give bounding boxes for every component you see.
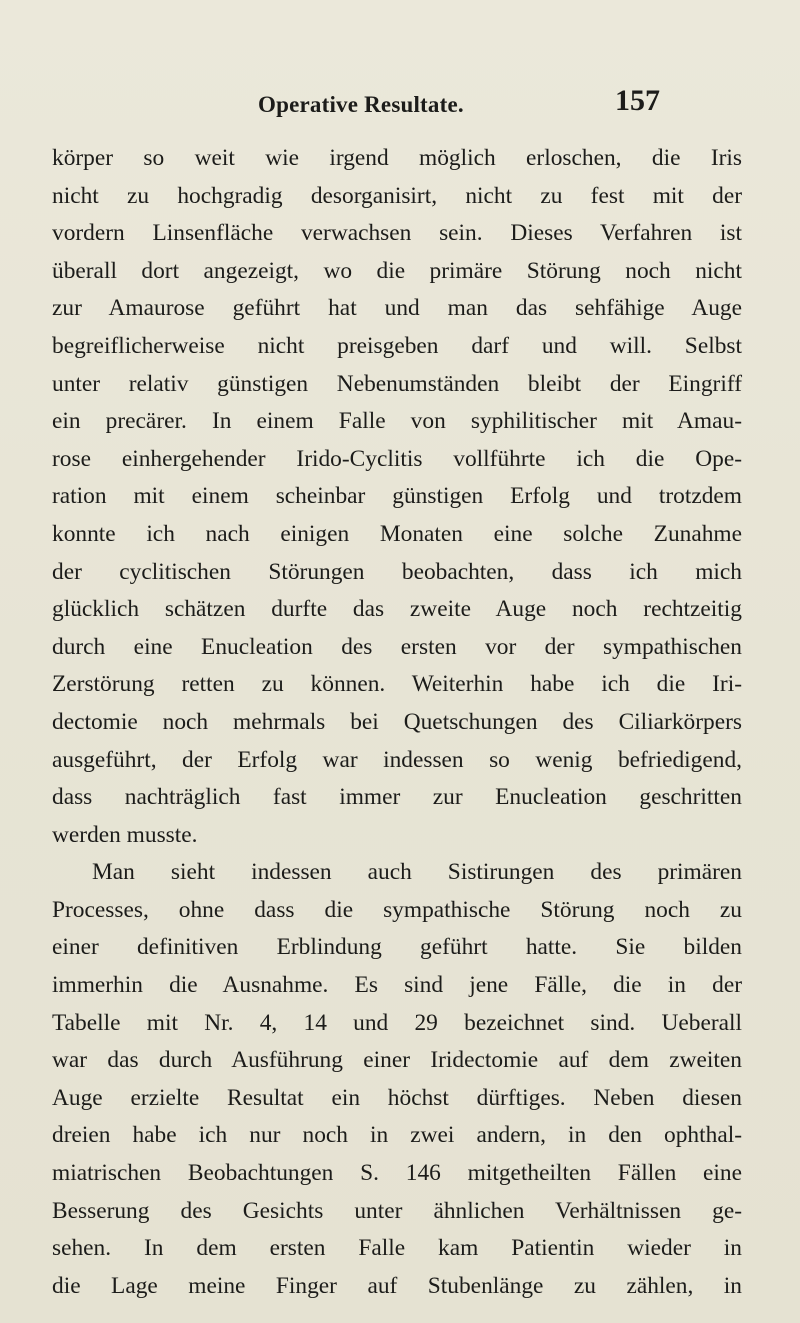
text-line: Tabelle mit Nr. 4, 14 und 29 bezeichnet sind. Ueberall [52,1009,742,1036]
text-line: werden musste. [52,821,198,848]
text-line: sehen. In dem ersten Falle kam Patientin wieder in [52,1235,742,1262]
text-line: ein precärer. In einem Falle von syphilitischer mit Amau- [52,408,742,435]
text-line: Processes, ohne dass die sympathische Störung noch zu [52,896,742,923]
text-line: Auge erzielte Resultat ein höchst dürftiges. Neben diesen [52,1084,742,1111]
text-line: unter relativ günstigen Nebenumständen bleibt der Eingriff [52,370,742,397]
text-line: immerhin die Ausnahme. Es sind jene Fälle, die in der [52,972,742,999]
running-title: Operative Resultate. [258,92,464,117]
text-line: ausgeführt, der Erfolg war indessen so wenig befriedigend, [52,746,742,773]
body-text [52,140,742,1305]
text-line: Besserung des Gesichts unter ähnlichen Verhältnissen ge- [52,1197,742,1224]
text-line: die Lage meine Finger auf Stubenlänge zu zählen, in [52,1272,742,1299]
text-line: durch eine Enucleation des ersten vor der sympathischen [52,633,742,660]
text-line: einer definitiven Erblindung geführt hatte. Sie bilden [52,934,742,961]
text-line: begreiflicherweise nicht preisgeben darf und will. Selbst [52,332,742,359]
text-line: ration mit einem scheinbar günstigen Erfolg und trotzdem [52,483,742,510]
text-line: war das durch Ausführung einer Iridectomie auf dem zweiten [52,1047,742,1074]
text-line: körper so weit wie irgend möglich erloschen, die Iris [52,145,742,171]
text-line: Zerstörung retten zu können. Weiterhin habe ich die Iri- [52,671,742,698]
text-line: dectomie noch mehrmals bei Quetschungen des Ciliarkörpers [52,708,742,735]
text-line: der cyclitischen Störungen beobachten, dass ich mich [52,558,742,585]
running-header [0,84,800,124]
text-line: vordern Linsenfläche verwachsen sein. Dieses Verfahren ist [52,220,742,247]
paragraph [52,854,742,1305]
text-line: miatrischen Beobachtungen S. 146 mitgetheilten Fällen eine [52,1160,742,1187]
text-line: dass nachträglich fast immer zur Enucleation geschritten [52,784,742,811]
page-number: 157 [615,84,660,117]
text-line: überall dort angezeigt, wo die primäre Störung noch nicht [52,257,742,284]
text-line: zur Amaurose geführt hat und man das sehfähige Auge [52,295,742,322]
text-line: Man sieht indessen auch Sistirungen des primären [92,859,742,886]
text-line: nicht zu hochgradig desorganisirt, nicht zu fest mit der [52,182,742,209]
text-line: konnte ich nach einigen Monaten eine solche Zunahme [52,520,742,547]
text-line: rose einhergehender Irido-Cyclitis vollführte ich die Ope- [52,445,742,472]
text-line: glücklich schätzen durfte das zweite Auge noch rechtzeitig [52,596,742,623]
text-line: dreien habe ich nur noch in zwei andern, in den ophthal- [52,1122,742,1149]
paragraph [52,140,742,854]
